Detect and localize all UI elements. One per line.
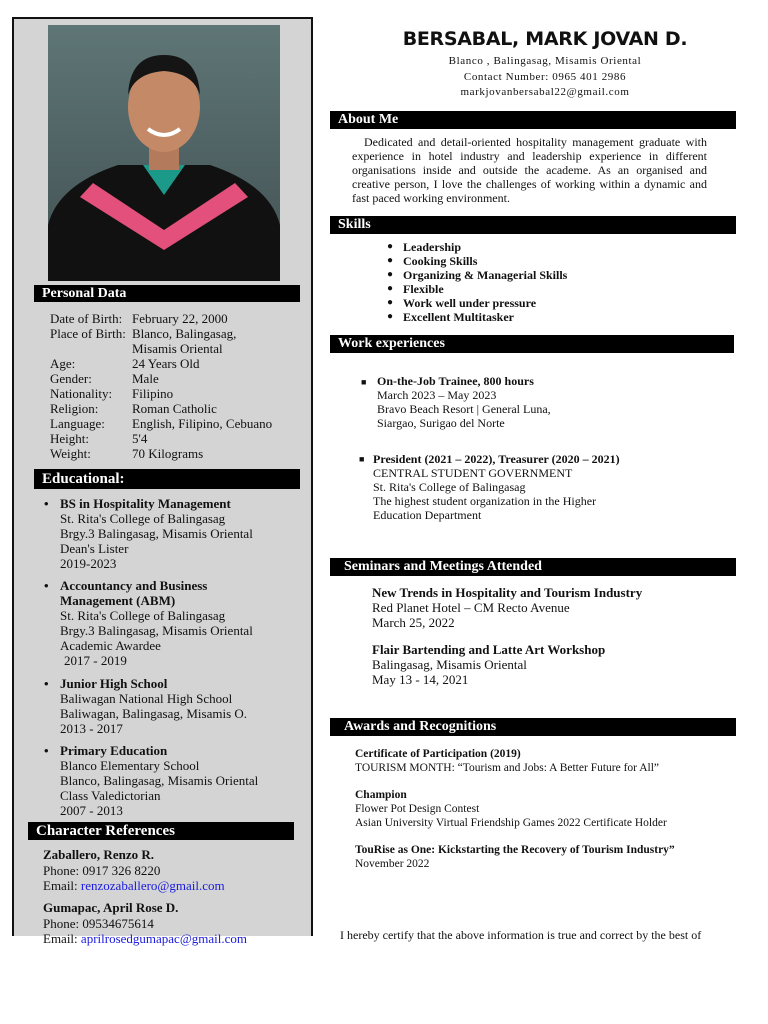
skills-list [387, 240, 567, 324]
email-address[interactable]: markjovanbersabal22@gmail.com [460, 86, 630, 98]
award-3-title: TouRise as One: Kickstarting the Recovery of Tourism Industry” [355, 844, 675, 856]
language-value: English, Filipino, Cebuano [132, 416, 273, 431]
reference-1-phone: Phone: 0917 326 8220 [43, 862, 161, 878]
weight-value: 70 Kilograms [132, 446, 204, 461]
edu-4-years: 2007 - 2013 [60, 803, 123, 818]
award-1-title: Certificate of Participation (2019) [355, 748, 521, 760]
award-3 [355, 843, 675, 871]
award-1 [355, 747, 659, 775]
reference-1-email-link[interactable]: renzozaballero@gmail.com [80, 878, 225, 893]
certification-statement: I hereby certify that the above information is true and correct by the best of [340, 928, 702, 942]
skill-item: ● Flexible [387, 282, 567, 296]
seminar-2-title: Flair Bartending and Latte Art Workshop [372, 642, 606, 657]
reference-1 [43, 847, 225, 894]
reference-2-email-link[interactable]: aprilrosedgumapac@gmail.com [80, 931, 248, 946]
seminars-header: Seminars and Meetings Attended [330, 558, 736, 576]
bullet: • [44, 743, 49, 758]
age-value: 24 Years Old [132, 356, 200, 371]
religion-value: Roman Catholic [132, 401, 217, 416]
work-2-org: CENTRAL STUDENT GOVERNMENT [373, 466, 573, 480]
religion-label: Religion: [50, 401, 99, 416]
skill-item: ● Work well under pressure [387, 296, 567, 310]
seminar-1-date: March 25, 2022 [372, 615, 455, 630]
award-2 [355, 788, 667, 830]
contact-number: Contact Number: 0965 401 2986 [463, 71, 627, 83]
edu-4-school: Blanco Elementary School [60, 758, 200, 773]
pob-value: Blanco, Balingasag, [132, 326, 237, 341]
pob-value-2: Misamis Oriental [132, 341, 223, 356]
about-me-text: Dedicated and detail-oriented hospitality management graduate with experience in hotel industry and leadership experience in different organisations inside and outside the academe. As an organised and creative person, I love the challenges of working within a dynamic and fast paced working environment. [352, 135, 707, 205]
pob-label: Place of Birth: [50, 326, 126, 341]
edu-2-title: Accountancy and Business [60, 578, 208, 593]
edu-4-award: Class Valedictorian [60, 788, 161, 803]
reference-2-phone: Phone: 09534675614 [43, 915, 154, 931]
work-2-desc: The highest student organization in the Higher [373, 494, 597, 508]
edu-3-title: Junior High School [60, 676, 168, 691]
email-label: Email: [43, 878, 81, 893]
work-2-school: St. Rita's College of Balingasag [373, 480, 526, 494]
reference-2-name: Gumapac, April Rose D. [43, 900, 179, 915]
email-label: Email: [43, 931, 81, 946]
edu-3-school: Baliwagan National High School [60, 691, 233, 706]
work-1-dates: March 2023 – May 2023 [377, 388, 497, 402]
work-2-desc-2: Education Department [373, 508, 482, 522]
resume-name: BERSABAL, MARK JOVAN D. [402, 28, 688, 50]
edu-1-address: Brgy.3 Balingasag, Misamis Oriental [60, 526, 253, 541]
skill-item: ● Excellent Multitasker [387, 310, 567, 324]
address-line: Blanco , Balingasag, Misamis Oriental [448, 55, 642, 67]
nationality-value: Filipino [132, 386, 174, 401]
educational-header: Educational: [34, 469, 300, 489]
gender-label: Gender: [50, 371, 92, 386]
gender-value: Male [132, 371, 159, 386]
seminar-1-title: New Trends in Hospitality and Tourism Industry [372, 585, 643, 600]
edu-1-school: St. Rita's College of Balingasag [60, 511, 226, 526]
edu-3-years: 2013 - 2017 [60, 721, 123, 736]
reference-2-email-row [43, 931, 247, 947]
square-bullet: ■ [361, 377, 367, 387]
work-1-location: Siargao, Surigao del Norte [377, 416, 505, 430]
edu-2-title-2: Management (ABM) [60, 593, 176, 608]
edu-2-award: Academic Awardee [60, 638, 161, 653]
dob-label: Date of Birth: [50, 311, 123, 326]
character-references-header: Character References [28, 822, 294, 840]
award-3-date: November 2022 [355, 858, 430, 870]
work-2 [373, 452, 620, 522]
seminar-2-date: May 13 - 14, 2021 [372, 672, 469, 687]
skills-header: Skills [330, 216, 736, 234]
square-bullet: ■ [359, 454, 365, 464]
work-1-title: On-the-Job Trainee, 800 hours [377, 374, 534, 388]
weight-label: Weight: [50, 446, 91, 461]
skill-item: ● Cooking Skills [387, 254, 567, 268]
personal-data-header: Personal Data [34, 285, 300, 302]
edu-2-school: St. Rita's College of Balingasag [60, 608, 226, 623]
award-1-desc: TOURISM MONTH: “Tourism and Jobs: A Better Future for All” [355, 762, 660, 774]
seminar-1-place: Red Planet Hotel – CM Recto Avenue [372, 600, 570, 615]
edu-2-address: Brgy.3 Balingasag, Misamis Oriental [60, 623, 253, 638]
left-column [12, 17, 313, 946]
seminar-2 [372, 642, 605, 687]
seminar-1 [372, 585, 642, 630]
skill-item: ● Organizing & Managerial Skills [387, 268, 567, 282]
edu-2-years: 2017 - 2019 [64, 653, 127, 668]
skill-item: ● Leadership [387, 240, 567, 254]
work-1-place: Bravo Beach Resort | General Luna, [377, 402, 551, 416]
bullet: • [44, 676, 49, 691]
reference-1-name: Zaballero, Renzo R. [43, 847, 154, 862]
dob-value: February 22, 2000 [132, 311, 228, 326]
edu-3-address: Baliwagan, Balingasag, Misamis O. [60, 706, 248, 721]
award-2-desc-2: Asian University Virtual Friendship Games 2022 Certificate Holder [355, 817, 667, 829]
age-label: Age: [50, 356, 76, 371]
bullet: • [44, 578, 49, 593]
language-label: Language: [50, 416, 105, 431]
edu-4-title: Primary Education [60, 743, 168, 758]
reference-2 [43, 900, 247, 947]
edu-1-award: Dean's Lister [60, 541, 129, 556]
work-experiences-header: Work experiences [330, 335, 734, 353]
work-1 [377, 374, 551, 430]
profile-photo [48, 25, 280, 281]
reference-1-email-row [43, 878, 225, 894]
edu-1-title: BS in Hospitality Management [60, 496, 231, 511]
seminar-2-place: Balingasag, Misamis Oriental [372, 657, 527, 672]
award-2-title: Champion [355, 789, 407, 801]
awards-header: Awards and Recognitions [330, 718, 736, 736]
bullet: • [44, 496, 49, 511]
edu-4-address: Blanco, Balingasag, Misamis Oriental [60, 773, 259, 788]
height-value: 5'4 [132, 431, 148, 446]
nationality-label: Nationality: [50, 386, 113, 401]
about-me-header: About Me [330, 111, 736, 129]
edu-1-years: 2019-2023 [60, 556, 117, 571]
height-label: Height: [50, 431, 89, 446]
award-2-desc: Flower Pot Design Contest [355, 803, 480, 815]
work-2-title: President (2021 – 2022), Treasurer (2020 – 2021) [373, 452, 620, 466]
